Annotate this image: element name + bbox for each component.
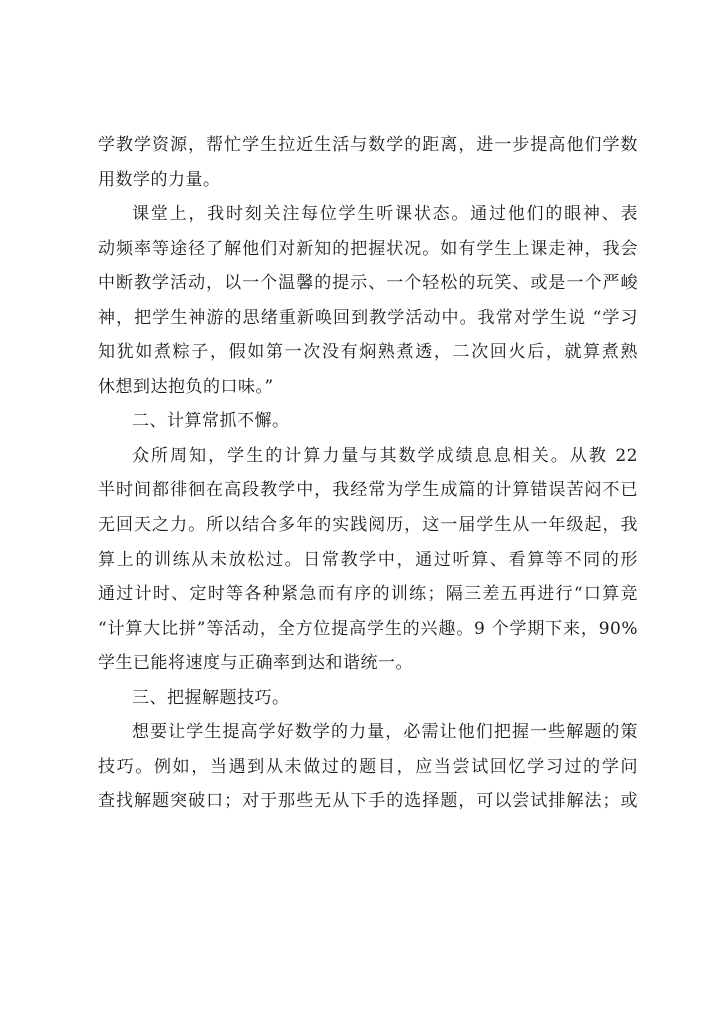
text-line-3: 课堂上，我时刻关注每位学生听课状态。通过他们的眼神、表	[132, 204, 638, 225]
text-line-15: “计算大比拼”等活动，全方位提高学生的兴趣。9 个学期下来，90%	[98, 618, 638, 639]
section-heading-3: 三、把握解题技巧。	[132, 687, 290, 708]
text-line-13: 算上的训练从未放松过。日常教学中，通过听算、看算等不同的形	[98, 549, 638, 570]
text-line-11: 半时间都徘徊在高段教学中，我经常为学生成篇的计算错误苦闷不已	[98, 480, 638, 501]
text-line-2: 用数学的力量。	[98, 169, 221, 190]
text-line-8: 休想到达抱负的口味。”	[98, 376, 274, 397]
text-line-14: 通过计时、定时等各种紧急而有序的训练；隔三差五再进行“口算竞	[98, 584, 638, 605]
text-line-10: 众所周知，学生的计算力量与其数学成绩息息相关。从教 22	[132, 445, 638, 466]
text-line-4: 动频率等途径了解他们对新知的把握状况。如有学生上课走神，我会	[98, 238, 638, 259]
text-line-12: 无回天之力。所以结合多年的实践阅历，这一届学生从一年级起，我	[98, 515, 638, 536]
text-line-6: 神，把学生神游的思绪重新唤回到教学活动中。我常对学生说 “学习	[98, 307, 638, 328]
text-line-1: 学教学资源，帮忙学生拉近生活与数学的距离，进一步提高他们学数	[98, 135, 638, 155]
text-line-20: 查找解题突破口；对于那些无从下手的选择题，可以尝试排解法；或	[98, 791, 638, 812]
text-line-16: 学生已能将速度与正确率到达和谐统一。	[98, 653, 413, 674]
text-line-19: 技巧。例如，当遇到从未做过的题目，应当尝试回忆学习过的学问	[98, 756, 638, 777]
text-line-7: 知犹如煮粽子，假如第一次没有焖熟煮透，二次回火后，就算煮熟	[98, 342, 638, 363]
text-line-5: 中断教学活动，以一个温馨的提示、一个轻松的玩笑、或是一个严峻	[98, 273, 638, 294]
section-heading-2: 二、计算常抓不懈。	[132, 411, 290, 432]
text-line-18: 想要让学生提高学好数学的力量，必需让他们把握一些解题的策	[132, 722, 638, 743]
body-text	[98, 128, 638, 819]
